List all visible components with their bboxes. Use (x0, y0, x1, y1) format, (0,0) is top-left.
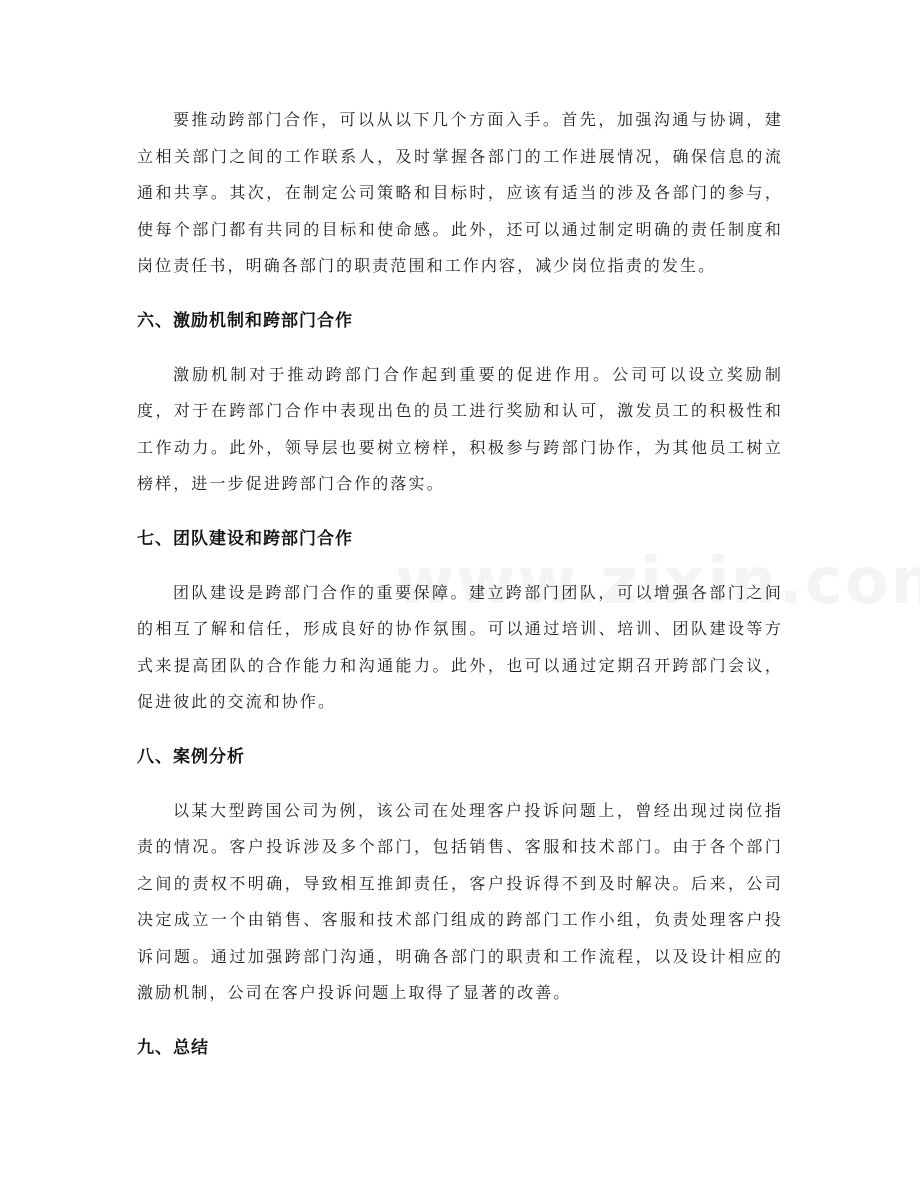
section-heading-9: 九、总结 (137, 1037, 209, 1058)
section-heading-7: 七、团队建设和跨部门合作 (137, 528, 353, 549)
section-body-8: 以某大型跨国公司为例，该公司在处理客户投诉问题上，曾经出现过岗位指责的情况。客户投诉涉及多个部门，包括销售、客服和技术部门。由于各个部门之间的责权不明确，导致相互推卸责任，客户投诉得不到及时解决。后来，公司决定成立一个由销售、客服和技术部门组成的跨部门工作小组，负责处理客户投诉问题。通过加强跨部门沟通，明确各部门的职责和工作流程，以及设计相应的激励机制，公司在客户投诉问题上取得了显著的改善。 (137, 800, 783, 1002)
paragraph-intro: 要推动跨部门合作，可以从以下几个方面入手。首先，加强沟通与协调，建立相关部门之间的工作联系人，及时掌握各部门的工作进展情况，确保信息的流通和共享。其次，在制定公司策略和目标时，应该有适当的涉及各部门的参与，使每个部门都有共同的目标和使命感。此外，还可以通过制定明确的责任制度和岗位责任书，明确各部门的职责范围和工作内容，减少岗位指责的发生。 (137, 110, 783, 275)
section-heading-8: 八、案例分析 (137, 746, 245, 767)
document-content (137, 102, 783, 1066)
section-heading-6: 六、激励机制和跨部门合作 (137, 310, 353, 331)
section-body-7: 团队建设是跨部门合作的重要保障。建立跨部门团队，可以增强各部门之间的相互了解和信任，形成良好的协作氛围。可以通过培训、培训、团队建设等方式来提高团队的合作能力和沟通能力。此外，也可以通过定期召开跨部门会议，促进彼此的交流和协作。 (137, 582, 783, 711)
section-body-6: 激励机制对于推动跨部门合作起到重要的促进作用。公司可以设立奖励制度，对于在跨部门合作中表现出色的员工进行奖励和认可，激发员工的积极性和工作动力。此外，领导层也要树立榜样，积极参与跨部门协作，为其他员工树立榜样，进一步促进跨部门合作的落实。 (137, 364, 783, 493)
